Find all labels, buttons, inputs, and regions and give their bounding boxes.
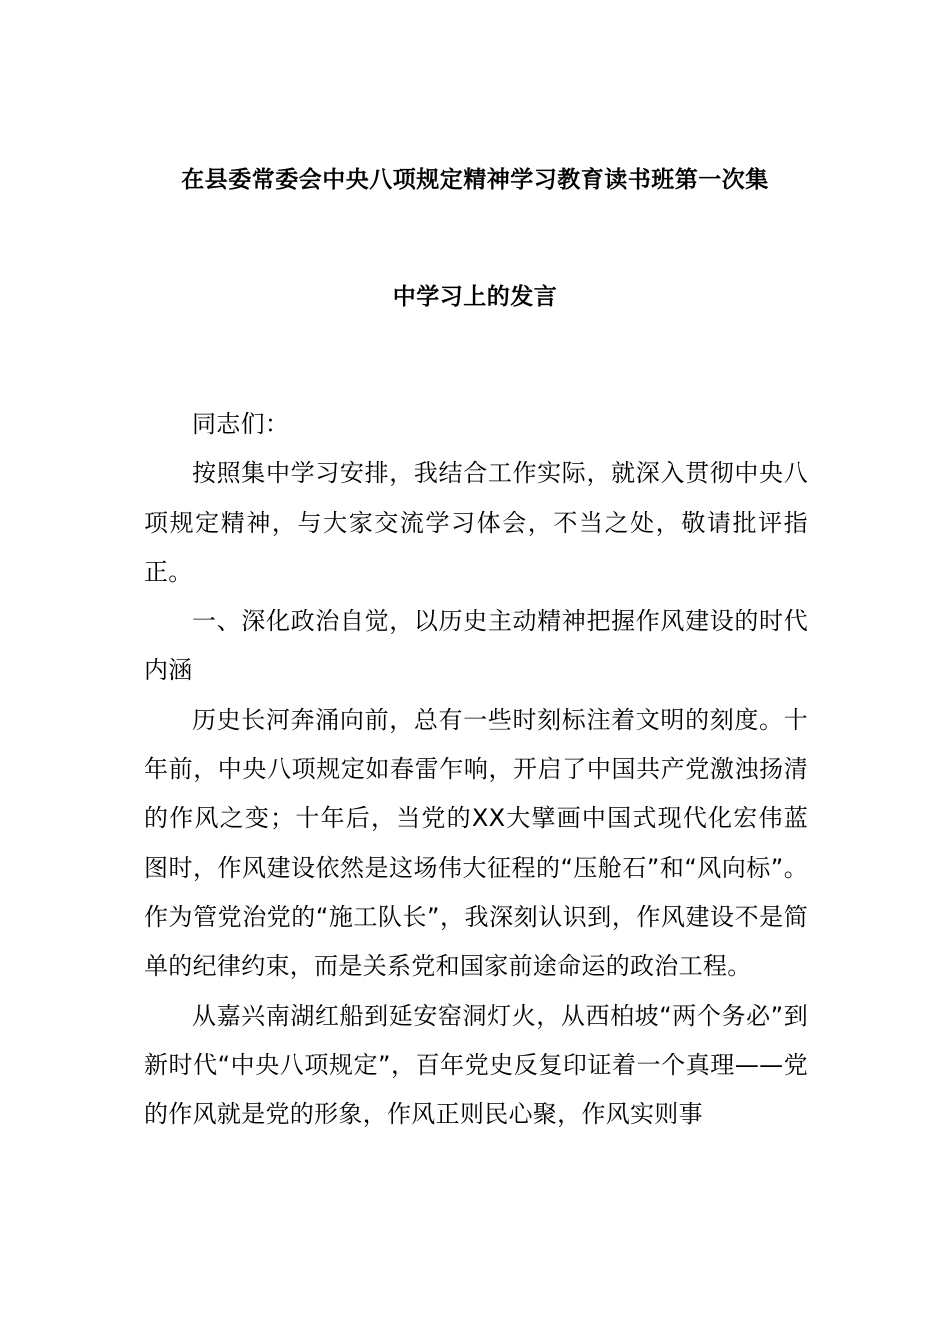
salutation: 同志们： — [192, 410, 290, 438]
document-title-line-1: 在县委常委会中央八项规定精神学习教育读书班第一次集 — [181, 167, 769, 193]
document-body — [144, 400, 808, 1139]
document-title-line-2: 中学习上的发言 — [392, 284, 558, 310]
section-heading-1: 一、深化政治自觉，以历史主动精神把握作风建设的时代内涵 — [144, 607, 808, 685]
paragraph-intro: 按照集中学习安排，我结合工作实际，就深入贯彻中央八项规定精神，与大家交流学习体会，不当之处，敬请批评指正。 — [144, 459, 808, 586]
paragraph-history: 历史长河奔涌向前，总有一些时刻标注着文明的刻度。十年前，中央八项规定如春雷乍响，开启了中国共产党激浊扬清的作风之变；十年后，当党的XX大擘画中国式现代化宏伟蓝图时，作风建设依然是这场伟大征程的“压舱石”和“风向标”。作为管党治党的“施工队长”，我深刻认识到，作风建设不是简单的纪律约束，而是关系党和国家前途命运的政治工程。 — [144, 705, 808, 981]
paragraph-party-history: 从嘉兴南湖红船到延安窑洞灯火，从西柏坡“两个务必”到新时代“中央八项规定”，百年党史反复印证着一个真理——党的作风就是党的形象，作风正则民心聚，作风实则事 — [144, 1001, 808, 1129]
